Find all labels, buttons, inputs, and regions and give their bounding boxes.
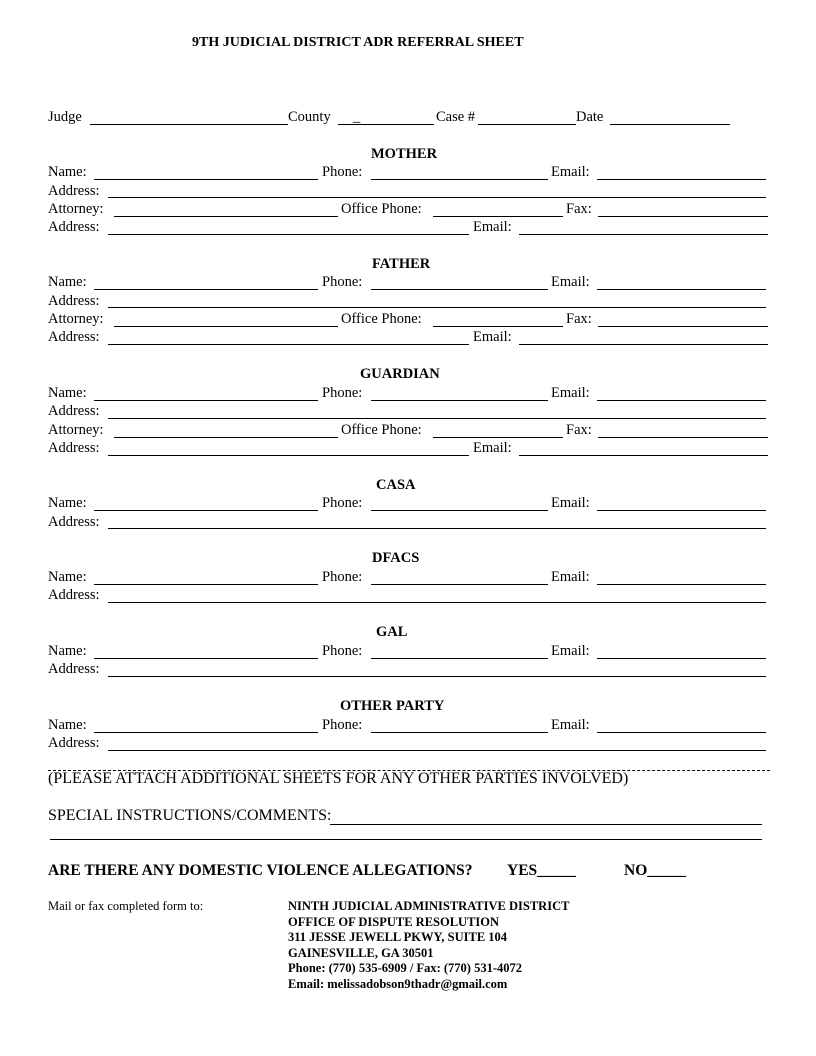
guardian-fax-field[interactable] — [598, 437, 768, 438]
email-label: Email: — [551, 385, 590, 401]
attorney-email-label: Email: — [473, 219, 512, 235]
other-party-name-field[interactable] — [94, 732, 318, 733]
guardian-name-field[interactable] — [94, 400, 318, 401]
judge-field[interactable] — [90, 124, 288, 125]
name-label: Name: — [48, 569, 87, 585]
casa-email-field[interactable] — [597, 510, 766, 511]
phone-label: Phone: — [322, 569, 363, 585]
judge-label: Judge — [48, 109, 82, 125]
fax-label: Fax: — [566, 422, 592, 438]
name-label: Name: — [48, 164, 87, 180]
section-heading-gal: GAL — [376, 624, 408, 640]
address-label: Address: — [48, 183, 100, 199]
name-label: Name: — [48, 495, 87, 511]
office-phone-label: Office Phone: — [341, 422, 422, 438]
attorney-address-label: Address: — [48, 329, 100, 345]
phone-fax: Phone: (770) 535-6909 / Fax: (770) 531-4072 — [288, 961, 522, 975]
dv-yes-field[interactable]: YES_____ — [507, 862, 576, 879]
county-label: County — [288, 109, 331, 125]
phone-label: Phone: — [322, 717, 363, 733]
section-heading-other-party: OTHER PARTY — [340, 698, 445, 714]
address-label: Address: — [48, 661, 100, 677]
section-heading-guardian: GUARDIAN — [360, 366, 440, 382]
email-label: Email: — [551, 274, 590, 290]
guardian-phone-field[interactable] — [371, 400, 548, 401]
dfacs-phone-field[interactable] — [371, 584, 548, 585]
special-instructions-label: SPECIAL INSTRUCTIONS/COMMENTS: — [48, 807, 332, 824]
address-label: Address: — [48, 403, 100, 419]
email-label: Email: — [551, 495, 590, 511]
father-email-field[interactable] — [597, 289, 766, 290]
mailing-address-block — [288, 899, 569, 992]
mother-attorney-email-field[interactable] — [519, 234, 768, 235]
gal-email-field[interactable] — [597, 658, 766, 659]
email-label: Email: — [551, 643, 590, 659]
dv-no-field[interactable]: NO_____ — [624, 862, 686, 879]
section-heading-dfacs: DFACS — [372, 550, 420, 566]
father-attorney-address-field[interactable] — [108, 344, 469, 345]
date-label: Date — [576, 109, 604, 125]
gal-name-field[interactable] — [94, 658, 318, 659]
street-address: 311 JESSE JEWELL PKWY, SUITE 104 — [288, 930, 508, 944]
father-address-field[interactable] — [108, 307, 766, 308]
father-fax-field[interactable] — [598, 326, 768, 327]
mother-phone-field[interactable] — [371, 179, 548, 180]
attorney-email-label: Email: — [473, 329, 512, 345]
gal-phone-field[interactable] — [371, 658, 548, 659]
fax-label: Fax: — [566, 201, 592, 217]
special-instructions-field[interactable] — [330, 824, 762, 825]
office-phone-label: Office Phone: — [341, 311, 422, 327]
address-label: Address: — [48, 587, 100, 603]
case-label: Case # — [436, 109, 476, 125]
mother-name-field[interactable] — [94, 179, 318, 180]
name-label: Name: — [48, 274, 87, 290]
attorney-label: Attorney: — [48, 422, 104, 438]
email-label: Email: — [551, 164, 590, 180]
attorney-label: Attorney: — [48, 311, 104, 327]
other-party-address-field[interactable] — [108, 750, 766, 751]
special-instructions-field-line2[interactable] — [50, 839, 762, 840]
dfacs-name-field[interactable] — [94, 584, 318, 585]
office-name: NINTH JUDICIAL ADMINISTRATIVE DISTRICT — [288, 899, 570, 913]
father-phone-field[interactable] — [371, 289, 548, 290]
name-label: Name: — [48, 643, 87, 659]
contact-email[interactable]: Email: melissadobson9thadr@gmail.com — [288, 976, 508, 991]
date-field[interactable] — [610, 124, 730, 125]
dfacs-address-field[interactable] — [108, 602, 766, 603]
attorney-address-label: Address: — [48, 440, 100, 456]
father-attorney-field[interactable] — [114, 326, 338, 327]
other-party-phone-field[interactable] — [371, 732, 548, 733]
name-label: Name: — [48, 385, 87, 401]
casa-phone-field[interactable] — [371, 510, 548, 511]
address-label: Address: — [48, 735, 100, 751]
casa-name-field[interactable] — [94, 510, 318, 511]
city-state-zip: GAINESVILLE, GA 30501 — [288, 945, 434, 960]
dv-question: ARE THERE ANY DOMESTIC VIOLENCE ALLEGATIONS? — [48, 862, 473, 879]
guardian-office-phone-field[interactable] — [433, 437, 563, 438]
mother-attorney-field[interactable] — [114, 216, 338, 217]
attorney-label: Attorney: — [48, 201, 104, 217]
name-label: Name: — [48, 717, 87, 733]
section-heading-father: FATHER — [372, 256, 431, 272]
case-field[interactable] — [478, 124, 576, 125]
address-label: Address: — [48, 293, 100, 309]
guardian-attorney-address-field[interactable] — [108, 455, 469, 456]
attach-note: (PLEASE ATTACH ADDITIONAL SHEETS FOR ANY OTHER PARTIES INVOLVED) — [48, 770, 629, 787]
section-heading-casa: CASA — [376, 477, 416, 493]
address-label: Address: — [48, 514, 100, 530]
mother-email-field[interactable] — [597, 179, 766, 180]
attorney-address-label: Address: — [48, 219, 100, 235]
mother-fax-field[interactable] — [598, 216, 768, 217]
phone-label: Phone: — [322, 643, 363, 659]
guardian-attorney-email-field[interactable] — [519, 455, 768, 456]
father-name-field[interactable] — [94, 289, 318, 290]
mother-attorney-address-field[interactable] — [108, 234, 469, 235]
office-division: OFFICE OF DISPUTE RESOLUTION — [288, 914, 500, 929]
father-attorney-email-field[interactable] — [519, 344, 768, 345]
phone-label: Phone: — [322, 385, 363, 401]
father-office-phone-field[interactable] — [433, 326, 563, 327]
mail-instruction: Mail or fax completed form to: — [48, 899, 204, 913]
office-phone-label: Office Phone: — [341, 201, 422, 217]
fax-label: Fax: — [566, 311, 592, 327]
phone-label: Phone: — [322, 274, 363, 290]
page-title: 9TH JUDICIAL DISTRICT ADR REFERRAL SHEET — [192, 35, 524, 50]
email-label: Email: — [551, 717, 590, 733]
county-value: _ — [353, 109, 361, 125]
section-heading-mother: MOTHER — [371, 146, 438, 162]
gal-address-field[interactable] — [108, 676, 766, 677]
email-label: Email: — [551, 569, 590, 585]
guardian-address-field[interactable] — [108, 418, 766, 419]
mother-address-field[interactable] — [108, 197, 766, 198]
guardian-email-field[interactable] — [597, 400, 766, 401]
casa-address-field[interactable] — [108, 528, 766, 529]
attorney-email-label: Email: — [473, 440, 512, 456]
dfacs-email-field[interactable] — [597, 584, 766, 585]
guardian-attorney-field[interactable] — [114, 437, 338, 438]
mother-office-phone-field[interactable] — [433, 216, 563, 217]
other-party-email-field[interactable] — [597, 732, 766, 733]
phone-label: Phone: — [322, 164, 363, 180]
phone-label: Phone: — [322, 495, 363, 511]
